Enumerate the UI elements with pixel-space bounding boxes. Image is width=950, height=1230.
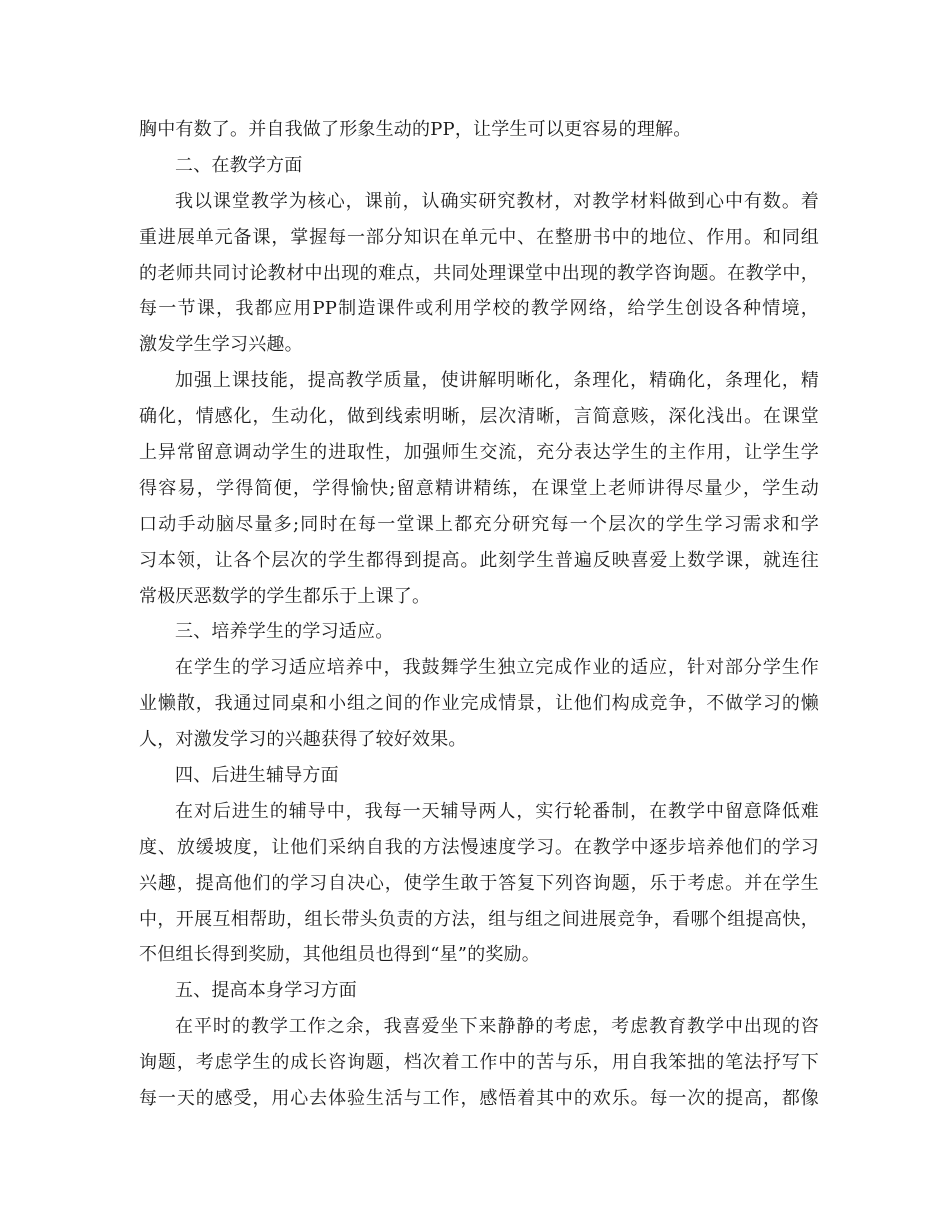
- text-line: 在学生的学习适应培养中，我鼓舞学生独立完成作业的适应，针对部分学生作: [175, 657, 819, 679]
- text-line: 不但组长得到奖励，其他组员也得到“星”的奖励。: [139, 944, 541, 966]
- text-line: 激发学生学习兴趣。: [139, 334, 303, 356]
- text-line: 三、培养学生的学习适应。: [175, 621, 394, 643]
- text-line: 询题，考虑学生的成长咨询题，档次着工作中的苦与乐，用自我笨拙的笔法抒写下: [139, 1052, 819, 1074]
- text-line: 常极厌恶数学的学生都乐于上课了。: [139, 585, 431, 607]
- text-line: 我以课堂教学为核心，课前，认确实研究教材，对教学材料做到心中有数。着: [175, 190, 819, 212]
- text-line: 中，开展互相帮助，组长带头负责的方法，组与组之间进展竞争，看哪个组提高快，: [139, 908, 819, 930]
- text-line: 得容易，学得简便，学得愉快;留意精讲精练，在课堂上老师讲得尽量少，学生动: [139, 477, 819, 499]
- document-body: [139, 112, 819, 1117]
- text-line: 业懒散，我通过同桌和小组之间的作业完成情景，让他们构成竞争，不做学习的懒: [139, 693, 819, 715]
- text-line: 加强上课技能，提高教学质量，使讲解明晰化，条理化，精确化，条理化，精: [175, 370, 819, 392]
- text-line: 上异常留意调动学生的进取性，加强师生交流，充分表达学生的主作用，让学生学: [139, 442, 819, 464]
- text-line: 重进展单元备课，掌握每一部分知识在单元中、在整册书中的地位、作用。和同组: [139, 226, 819, 248]
- text-line: 口动手动脑尽量多;同时在每一堂课上都充分研究每一个层次的学生学习需求和学: [139, 513, 819, 535]
- text-line: 确化，情感化，生动化，做到线索明晰，层次清晰，言简意赅，深化浅出。在课堂: [139, 406, 819, 428]
- text-line: 习本领，让各个层次的学生都得到提高。此刻学生普遍反映喜爱上数学课，就连往: [139, 549, 819, 571]
- text-line: 在平时的教学工作之余，我喜爱坐下来静静的考虑，考虑教育教学中出现的咨: [175, 1016, 819, 1038]
- text-line: 胸中有数了。并自我做了形象生动的PP，让学生可以更容易的理解。: [139, 119, 692, 140]
- text-line: 兴趣，提高他们的学习自决心，使学生敢于答复下列咨询题，乐于考虑。并在学生: [139, 872, 819, 894]
- text-line: 的老师共同讨论教材中出现的难点，共同处理课堂中出现的教学咨询题。在教学中，: [139, 262, 819, 284]
- text-line: 每一天的感受，用心去体验生活与工作，感悟着其中的欢乐。每一次的提高，都像: [139, 1088, 819, 1110]
- text-line: 四、后进生辅导方面: [175, 765, 339, 787]
- text-line: 人，对激发学习的兴趣获得了较好效果。: [139, 729, 467, 751]
- text-line: 在对后进生的辅导中，我每一天辅导两人，实行轮番制，在教学中留意降低难: [175, 800, 819, 822]
- text-line: 每一节课，我都应用PP制造课件或利用学校的教学网络，给学生创设各种情境，: [139, 298, 819, 320]
- text-line: 五、提高本身学习方面: [175, 980, 357, 1002]
- text-line: 度、放缓坡度，让他们采纳自我的方法慢速度学习。在教学中逐步培养他们的学习: [139, 836, 819, 858]
- text-line: 二、在教学方面: [175, 154, 303, 176]
